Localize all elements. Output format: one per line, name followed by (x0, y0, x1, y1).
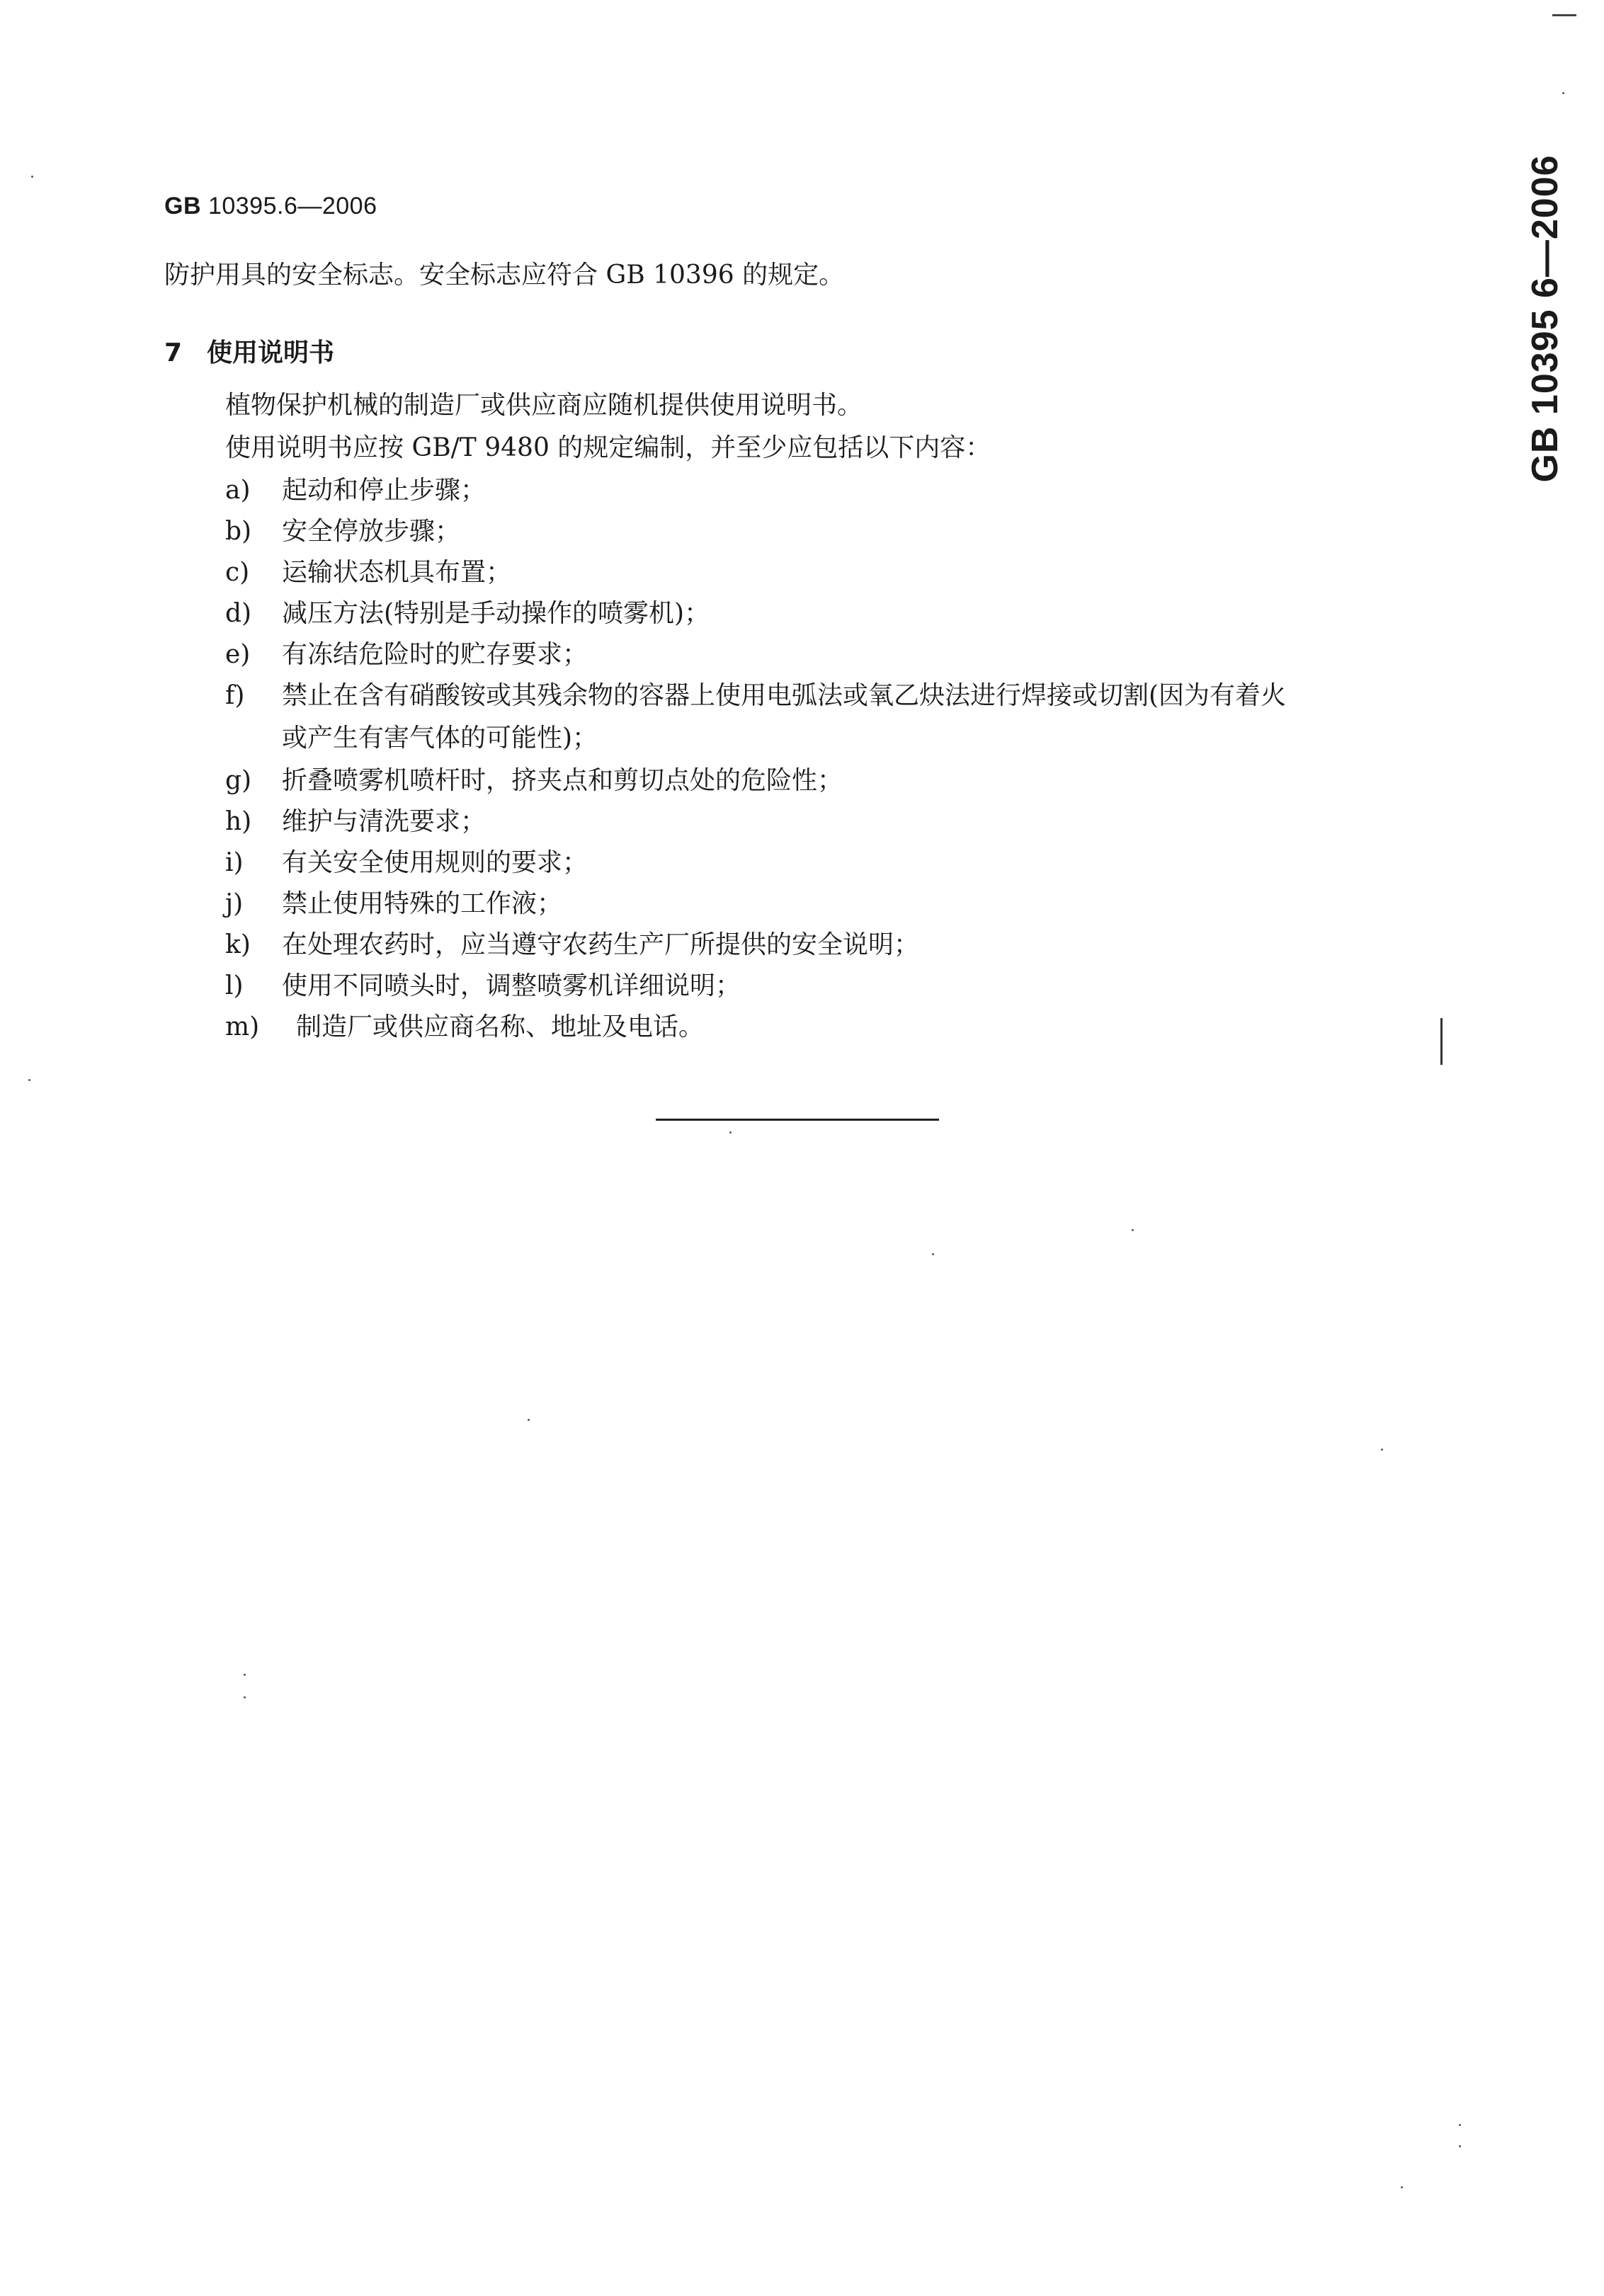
scan-speck (244, 1696, 246, 1698)
standard-prefix: GB (164, 193, 201, 219)
list-text: 运输状态机具布置； (282, 558, 512, 587)
list-mark: i) (225, 848, 244, 877)
list-mark: j) (225, 889, 244, 918)
list-item-e (225, 634, 588, 670)
scan-speck (244, 1674, 246, 1676)
list-text: 减压方法(特别是手动操作的喷雾机)； (282, 599, 710, 628)
list-text: 在处理农药时，应当遵守农药生产厂所提供的安全说明； (282, 930, 920, 959)
list-item-g (225, 760, 843, 796)
list-mark: d) (225, 599, 252, 628)
list-item-d (225, 593, 710, 629)
list-mark: g) (225, 766, 252, 795)
intro-line: 防护用具的安全标志。安全标志应符合 GB 10396 的规定。 (164, 261, 845, 290)
scan-speck (1459, 2124, 1461, 2126)
scan-speck (1459, 2145, 1461, 2147)
list-item-j (225, 884, 562, 920)
list-text: 禁止使用特殊的工作液； (282, 889, 563, 918)
scan-speck (1401, 2186, 1403, 2188)
margin-change-bar (1440, 1018, 1443, 1065)
list-item-b (225, 511, 460, 547)
end-of-standard-rule (656, 1119, 939, 1121)
scan-speck (31, 176, 33, 178)
standard-number: 10395.6—2006 (207, 193, 377, 219)
list-text: 起动和停止步骤； (282, 476, 487, 505)
scan-speck (932, 1253, 934, 1255)
paragraph-1: 植物保护机械的制造厂或供应商应随机提供使用说明书。 (225, 391, 863, 420)
list-text: 安全停放步骤； (282, 517, 461, 546)
list-mark: e) (225, 640, 251, 669)
list-mark: f) (225, 681, 245, 710)
scan-speck (528, 1419, 530, 1421)
list-text: 折叠喷雾机喷杆时，挤夹点和剪切点处的危险性； (282, 766, 843, 795)
scan-speck (729, 1131, 732, 1133)
list-mark: m) (225, 1012, 260, 1041)
list-mark: c) (225, 558, 250, 587)
list-mark: a) (225, 476, 251, 505)
list-item-i (225, 843, 588, 879)
list-text: 使用不同喷头时，调整喷雾机详细说明； (282, 971, 741, 1000)
list-mark: h) (225, 807, 252, 836)
scan-corner-mark (1552, 14, 1576, 16)
list-item-a (225, 470, 486, 506)
list-item-f (225, 675, 1286, 712)
list-item-c (225, 552, 511, 588)
section-title: 使用说明书 (207, 338, 335, 367)
side-standard-code: GB 10395 6—2006 (1525, 154, 1566, 483)
paragraph-2: 使用说明书应按 GB/T 9480 的规定编制，并至少应包括以下内容： (225, 433, 991, 462)
list-item-k (225, 925, 919, 961)
list-item-h (225, 801, 486, 838)
list-mark: b) (225, 517, 252, 546)
list-text: 维护与清洗要求； (282, 807, 487, 836)
list-text: 有冻结危险时的贮存要求； (282, 640, 588, 669)
scan-speck (28, 1079, 30, 1081)
list-mark: k) (225, 930, 251, 959)
scan-speck (1562, 92, 1564, 94)
list-text: 制造厂或供应商名称、地址及电话。 (296, 1012, 705, 1041)
scan-speck (1132, 1229, 1134, 1231)
list-text: 禁止在含有硝酸铵或其残余物的容器上使用电弧法或氧乙炔法进行焊接或切割(因为有着火 (282, 681, 1287, 710)
list-item-l (225, 966, 741, 1002)
section-number: 7 (164, 338, 183, 367)
list-text: 有关安全使用规则的要求； (282, 848, 588, 877)
document-header (164, 193, 377, 220)
section-heading (164, 333, 334, 369)
list-mark: l) (225, 971, 244, 1000)
list-item-m (225, 1007, 704, 1043)
scan-speck (1381, 1449, 1383, 1451)
list-item-f-continuation: 或产生有害气体的可能性)； (282, 724, 598, 753)
